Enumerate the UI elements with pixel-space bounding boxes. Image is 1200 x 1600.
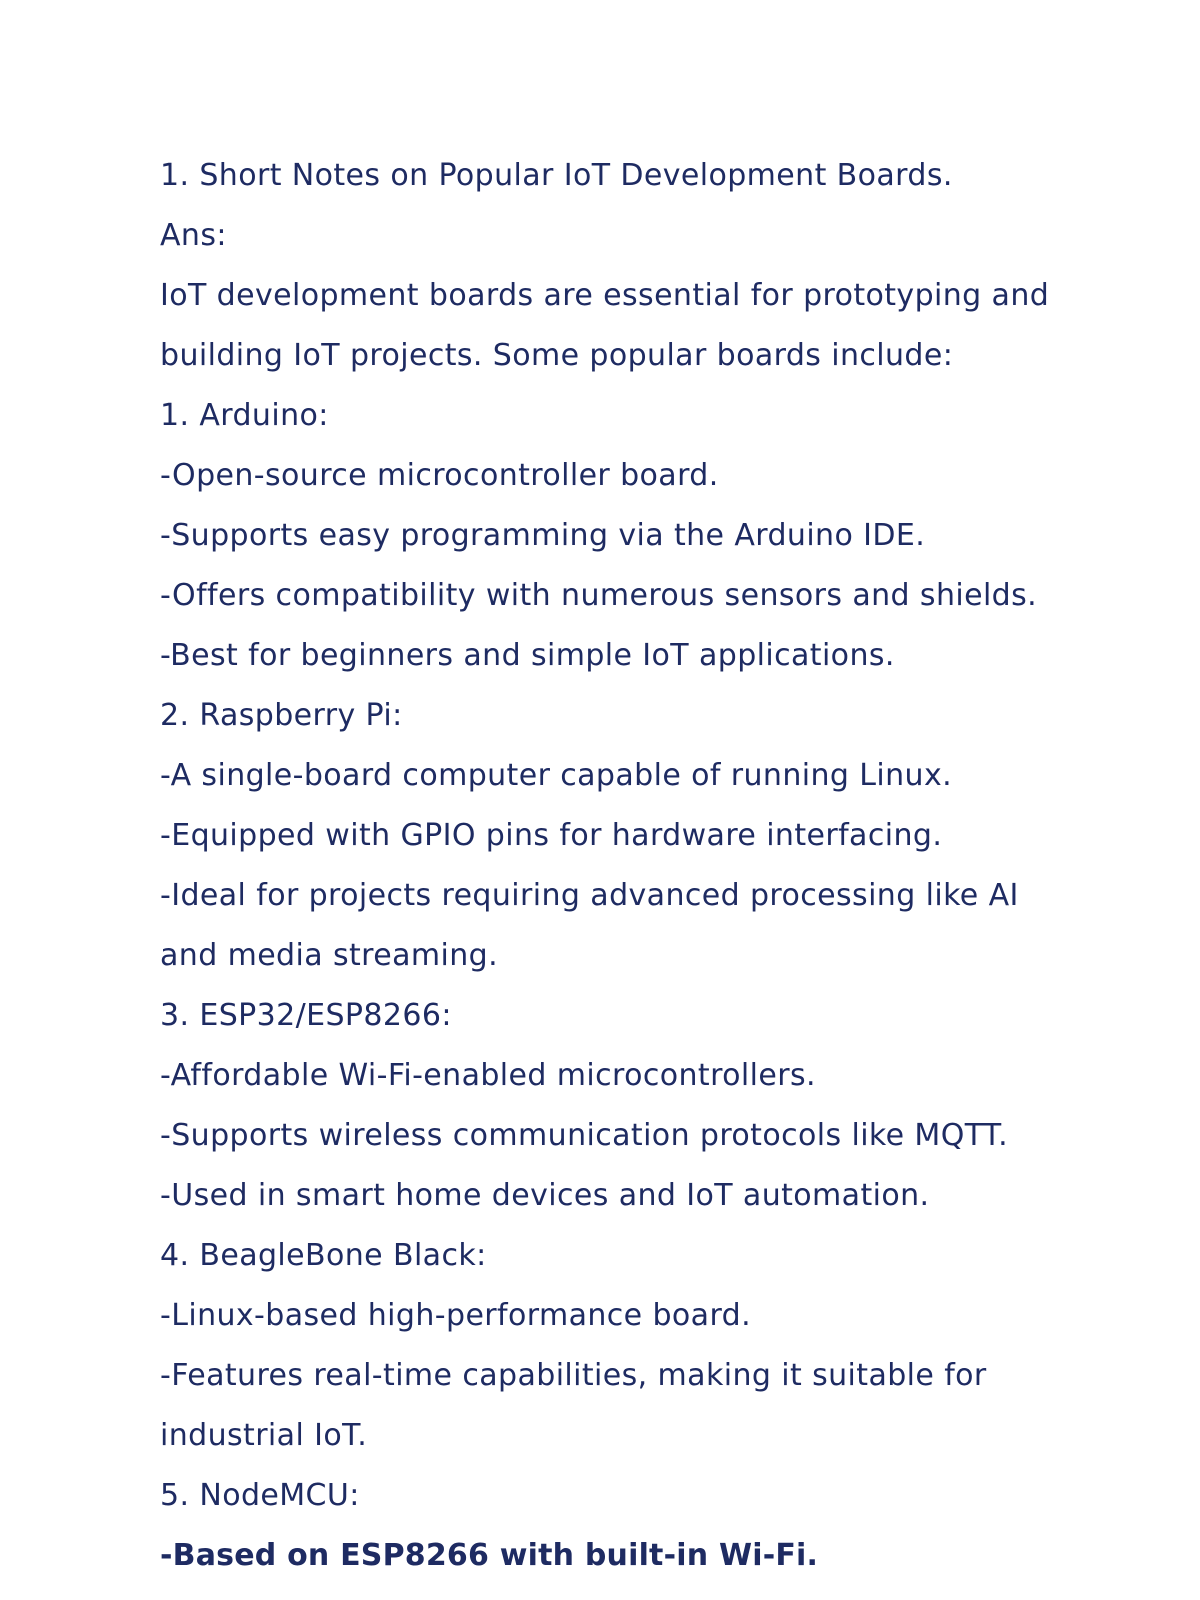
raspberry-pi-bullet-2: -Equipped with GPIO pins for hardware interfacing. [160, 818, 943, 853]
answer-label: Ans: [160, 218, 227, 253]
arduino-bullet-4: -Best for beginners and simple IoT applications. [160, 638, 895, 673]
raspberry-pi-bullet-3: -Ideal for projects requiring advanced processing like AI [160, 878, 1019, 913]
question-title: 1. Short Notes on Popular IoT Development Boards. [160, 158, 953, 193]
esp-bullet-1: -Affordable Wi-Fi-enabled microcontrollers. [160, 1058, 816, 1093]
arduino-heading: 1. Arduino: [160, 398, 329, 433]
intro-line-2: building IoT projects. Some popular boards include: [160, 338, 954, 373]
esp-bullet-3: -Used in smart home devices and IoT automation. [160, 1178, 930, 1213]
intro-line-1: IoT development boards are essential for prototyping and [160, 278, 1050, 313]
raspberry-pi-bullet-3-cont: and media streaming. [160, 938, 499, 973]
beaglebone-heading: 4. BeagleBone Black: [160, 1238, 487, 1273]
raspberry-pi-heading: 2. Raspberry Pi: [160, 698, 403, 733]
nodemcu-heading: 5. NodeMCU: [160, 1478, 360, 1513]
notes-text-block [160, 146, 1130, 1586]
beaglebone-bullet-1: -Linux-based high-performance board. [160, 1298, 752, 1333]
esp-bullet-2: -Supports wireless communication protocols like MQTT. [160, 1118, 1009, 1153]
beaglebone-bullet-2-cont: industrial IoT. [160, 1418, 368, 1453]
beaglebone-bullet-2: -Features real-time capabilities, making it suitable for [160, 1358, 987, 1393]
raspberry-pi-bullet-1: -A single-board computer capable of running Linux. [160, 758, 953, 793]
esp-heading: 3. ESP32/ESP8266: [160, 998, 452, 1033]
arduino-bullet-3: -Offers compatibility with numerous sensors and shields. [160, 578, 1038, 613]
nodemcu-bullet-1: -Based on ESP8266 with built-in Wi-Fi. [160, 1538, 819, 1573]
arduino-bullet-2: -Supports easy programming via the Arduino IDE. [160, 518, 926, 553]
arduino-bullet-1: -Open-source microcontroller board. [160, 458, 719, 493]
